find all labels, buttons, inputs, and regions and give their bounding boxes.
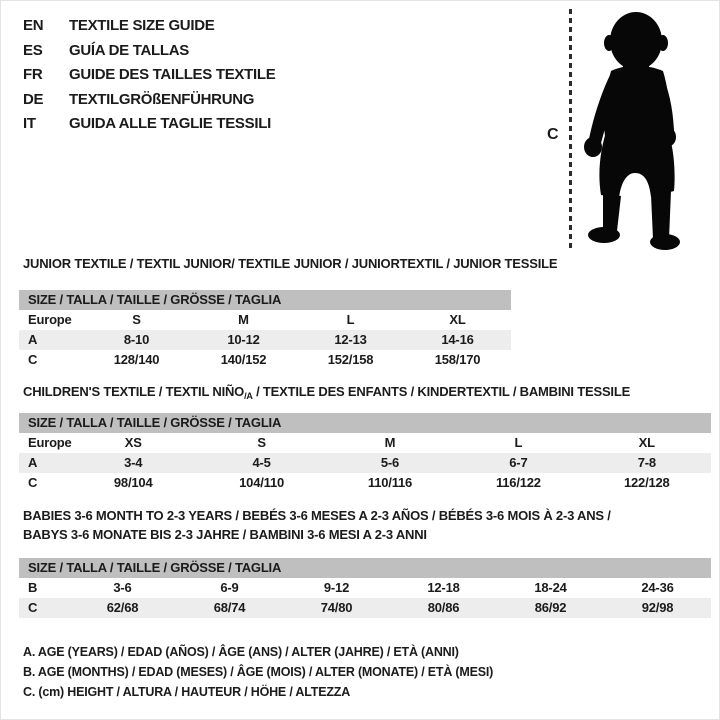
language-title-list (23, 14, 275, 137)
size-cell: 116/122 (495, 475, 541, 490)
size-cell: 110/116 (367, 475, 413, 490)
size-cell: 3-4 (124, 455, 143, 470)
size-cell: 24-36 (641, 580, 674, 595)
children-title-rest: / TEXTILE DES ENFANTS / KINDERTEXTIL / BAMBINI TESSILE (252, 384, 631, 399)
size-cell: L (346, 312, 355, 327)
size-cell: 14-16 (441, 332, 474, 347)
footnote-a: A. AGE (YEARS) / EDAD (AÑOS) / ÂGE (ANS) / ALTER (JAHRE) / ETÀ (ANNI) (23, 645, 459, 659)
children-title-main: CHILDREN'S TEXTILE / TEXTIL NIÑO (23, 384, 245, 399)
row-label: B (28, 580, 38, 595)
size-cell: 18-24 (534, 580, 567, 595)
size-cell: 62/68 (106, 600, 139, 615)
babies-section-title (23, 506, 611, 544)
size-header-bar: SIZE / TALLA / TAILLE / GRÖSSE / TAGLIA (19, 413, 711, 433)
children-title-subscript: /A (244, 391, 253, 401)
size-cell: 74/80 (320, 600, 353, 615)
size-cell: 12-18 (427, 580, 460, 595)
size-cell: 122/128 (623, 475, 670, 490)
table-row-age-years (19, 330, 511, 350)
height-measure-dotted-line (569, 9, 572, 251)
size-cell: XS (124, 435, 142, 450)
size-cell: XL (638, 435, 655, 450)
size-cell: 158/170 (434, 352, 481, 367)
children-section-title (23, 384, 630, 401)
language-title: GUÍA DE TALLAS (69, 41, 189, 59)
size-cell: 104/110 (239, 475, 285, 490)
table-row-height-cm (19, 473, 711, 493)
children-size-table (19, 413, 711, 493)
size-cell: 3-6 (113, 580, 132, 595)
language-row-es (23, 39, 275, 64)
language-row-fr (23, 63, 275, 88)
size-cell: 98/104 (113, 475, 153, 490)
language-row-de (23, 88, 275, 113)
babies-title-line2: BABYS 3-6 MONATE BIS 2-3 JAHRE / BAMBINI 3-6 MESI A 2-3 ANNI (23, 527, 427, 542)
footnotes (23, 642, 493, 702)
size-cell: 80/86 (427, 600, 460, 615)
size-cell: S (132, 312, 141, 327)
language-row-it (23, 112, 275, 137)
language-title: TEXTILGRÖßENFÜHRUNG (69, 90, 255, 108)
junior-size-table (19, 290, 511, 370)
language-code: DE (23, 90, 44, 108)
size-cell: 10-12 (227, 332, 260, 347)
size-cell: 152/158 (327, 352, 374, 367)
language-title: GUIDA ALLE TAGLIE TESSILI (69, 115, 271, 132)
table-row-europe (19, 310, 511, 330)
size-cell: M (384, 435, 396, 450)
language-code: FR (23, 66, 43, 83)
language-title: GUIDE DES TAILLES TEXTILE (69, 66, 276, 83)
row-label: C (28, 600, 38, 615)
size-cell: 12-13 (334, 332, 367, 347)
row-label: Europe (28, 312, 72, 327)
size-cell: 7-8 (637, 455, 656, 470)
height-measure-label: C (547, 126, 559, 143)
size-cell: 4-5 (252, 455, 271, 470)
language-code: EN (23, 17, 44, 34)
table-row-height-cm (19, 350, 511, 370)
size-cell: 9-12 (323, 580, 350, 595)
table-row-age-months (19, 578, 711, 598)
row-label: C (28, 475, 38, 490)
language-code: IT (23, 115, 36, 132)
size-cell: 128/140 (113, 352, 160, 367)
table-row-age-years (19, 453, 711, 473)
row-label: Europe (28, 435, 72, 450)
size-cell: 92/98 (641, 600, 674, 615)
table-row-europe (19, 433, 711, 453)
table-row-height-cm (19, 598, 711, 618)
babies-title-line1: BABIES 3-6 MONTH TO 2-3 YEARS / BEBÉS 3-6 MESES A 2-3 AÑOS / BÉBÉS 3-6 MOIS À 2-3 ANS / (23, 508, 611, 523)
junior-section-title: JUNIOR TEXTILE / TEXTIL JUNIOR/ TEXTILE JUNIOR / JUNIORTEXTIL / JUNIOR TESSILE (23, 256, 558, 271)
size-cell: 6-7 (509, 455, 528, 470)
size-cell: 86/92 (534, 600, 567, 615)
size-cell: 6-9 (220, 580, 239, 595)
size-cell: 140/152 (220, 352, 267, 367)
size-cell: L (514, 435, 523, 450)
size-cell: 5-6 (380, 455, 400, 470)
size-header-bar: SIZE / TALLA / TAILLE / GRÖSSE / TAGLIA (19, 290, 511, 310)
size-cell: 68/74 (213, 600, 246, 615)
row-label: A (28, 455, 38, 470)
size-cell: 8-10 (123, 332, 150, 347)
language-code: ES (23, 41, 43, 59)
size-cell: XL (449, 312, 466, 327)
size-cell: S (257, 435, 266, 450)
language-row-en (23, 14, 275, 39)
toddler-silhouette-icon (581, 9, 691, 251)
size-cell: M (238, 312, 249, 327)
footnote-b: B. AGE (MONTHS) / EDAD (MESES) / ÂGE (MOIS) / ALTER (MONATE) / ETÀ (MESI) (23, 665, 494, 679)
size-header-bar: SIZE / TALLA / TAILLE / GRÖSSE / TAGLIA (19, 558, 711, 578)
row-label: A (28, 332, 38, 347)
language-title: TEXTILE SIZE GUIDE (69, 17, 215, 34)
babies-size-table (19, 558, 711, 618)
row-label: C (28, 352, 38, 367)
footnote-c: C. (cm) HEIGHT / ALTURA / HAUTEUR / HÖHE / ALTEZZA (23, 685, 351, 699)
